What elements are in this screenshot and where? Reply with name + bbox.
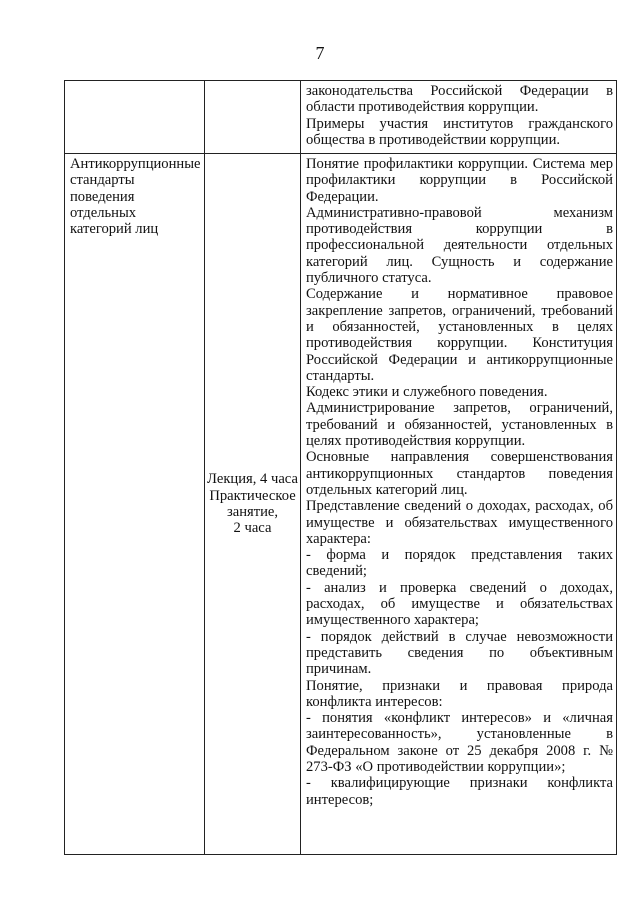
content-paragraph: Содержание и нормативное правовое закрепление запретов, ограничений, требований и обязанностей, установленных в целях противодействия коррупции. Конституция Российской Федерации и антикоррупционные стандарты.	[306, 286, 613, 384]
content-paragraph: Примеры участия институтов гражданского общества в противодействии коррупции.	[306, 115, 613, 148]
content-list-item: - форма и порядок представления таких сведений;	[306, 547, 613, 580]
content-list-item: - порядок действий в случае невозможности представить сведения по объективным причинам.	[306, 628, 613, 678]
topic-cell	[65, 154, 205, 855]
practice-label: Практическое	[209, 487, 296, 504]
content-paragraph: Администрирование запретов, ограничений, требований и обязанностей, установленных в целях противодействия коррупции.	[306, 400, 613, 450]
content-paragraph: законодательства Российской Федерации в области противодействия коррупции.	[306, 83, 613, 116]
content-paragraph: Понятие, признаки и правовая природа конфликта интересов:	[306, 677, 613, 710]
practice-hours: 2 часа	[233, 520, 272, 537]
content-cell-continued	[301, 81, 617, 154]
content-list-item: - анализ и проверка сведений о доходах, расходах, об имуществе и обязательствах имущественного характера;	[306, 579, 613, 629]
content-cell	[301, 154, 617, 855]
table-row-anticorruption-standards	[65, 154, 617, 855]
hours-cell-empty	[205, 81, 301, 154]
content-paragraph: Административно-правовой механизм противодействия коррупции в профессиональной деятельности отдельных категорий лиц. Сущность и содержание публичного статуса.	[306, 204, 613, 287]
page-number: 7	[315, 43, 325, 63]
topic-cell-empty	[65, 81, 205, 154]
content-paragraph: Представление сведений о доходах, расходах, об имуществе и обязательствах имущественного характера:	[306, 498, 613, 547]
topic-title: Антикоррупционные стандарты поведения отдельных категорий лиц	[70, 156, 201, 238]
content-list-item: - квалифицирующие признаки конфликта интересов;	[306, 775, 613, 808]
curriculum-table	[64, 80, 617, 855]
content-list-item: - понятия «конфликт интересов» и «личная заинтересованность», установленные в Федеральном законе от 25 декабря 2008 г. № 273-ФЗ «О противодействии коррупции»;	[306, 710, 613, 775]
content-paragraph: Кодекс этики и служебного поведения.	[306, 384, 548, 401]
content-paragraph: Основные направления совершенствования антикоррупционных стандартов поведения отдельных категорий лиц.	[306, 449, 613, 498]
content-paragraph: Понятие профилактики коррупции. Система мер профилактики коррупции в Российской Федерации.	[306, 156, 613, 205]
table-row-continued	[65, 81, 617, 154]
lesson-format	[207, 471, 298, 536]
hours-cell	[205, 154, 301, 855]
lecture-hours: Лекция, 4 часа	[207, 471, 298, 488]
practice-label-2: занятие,	[226, 504, 279, 520]
